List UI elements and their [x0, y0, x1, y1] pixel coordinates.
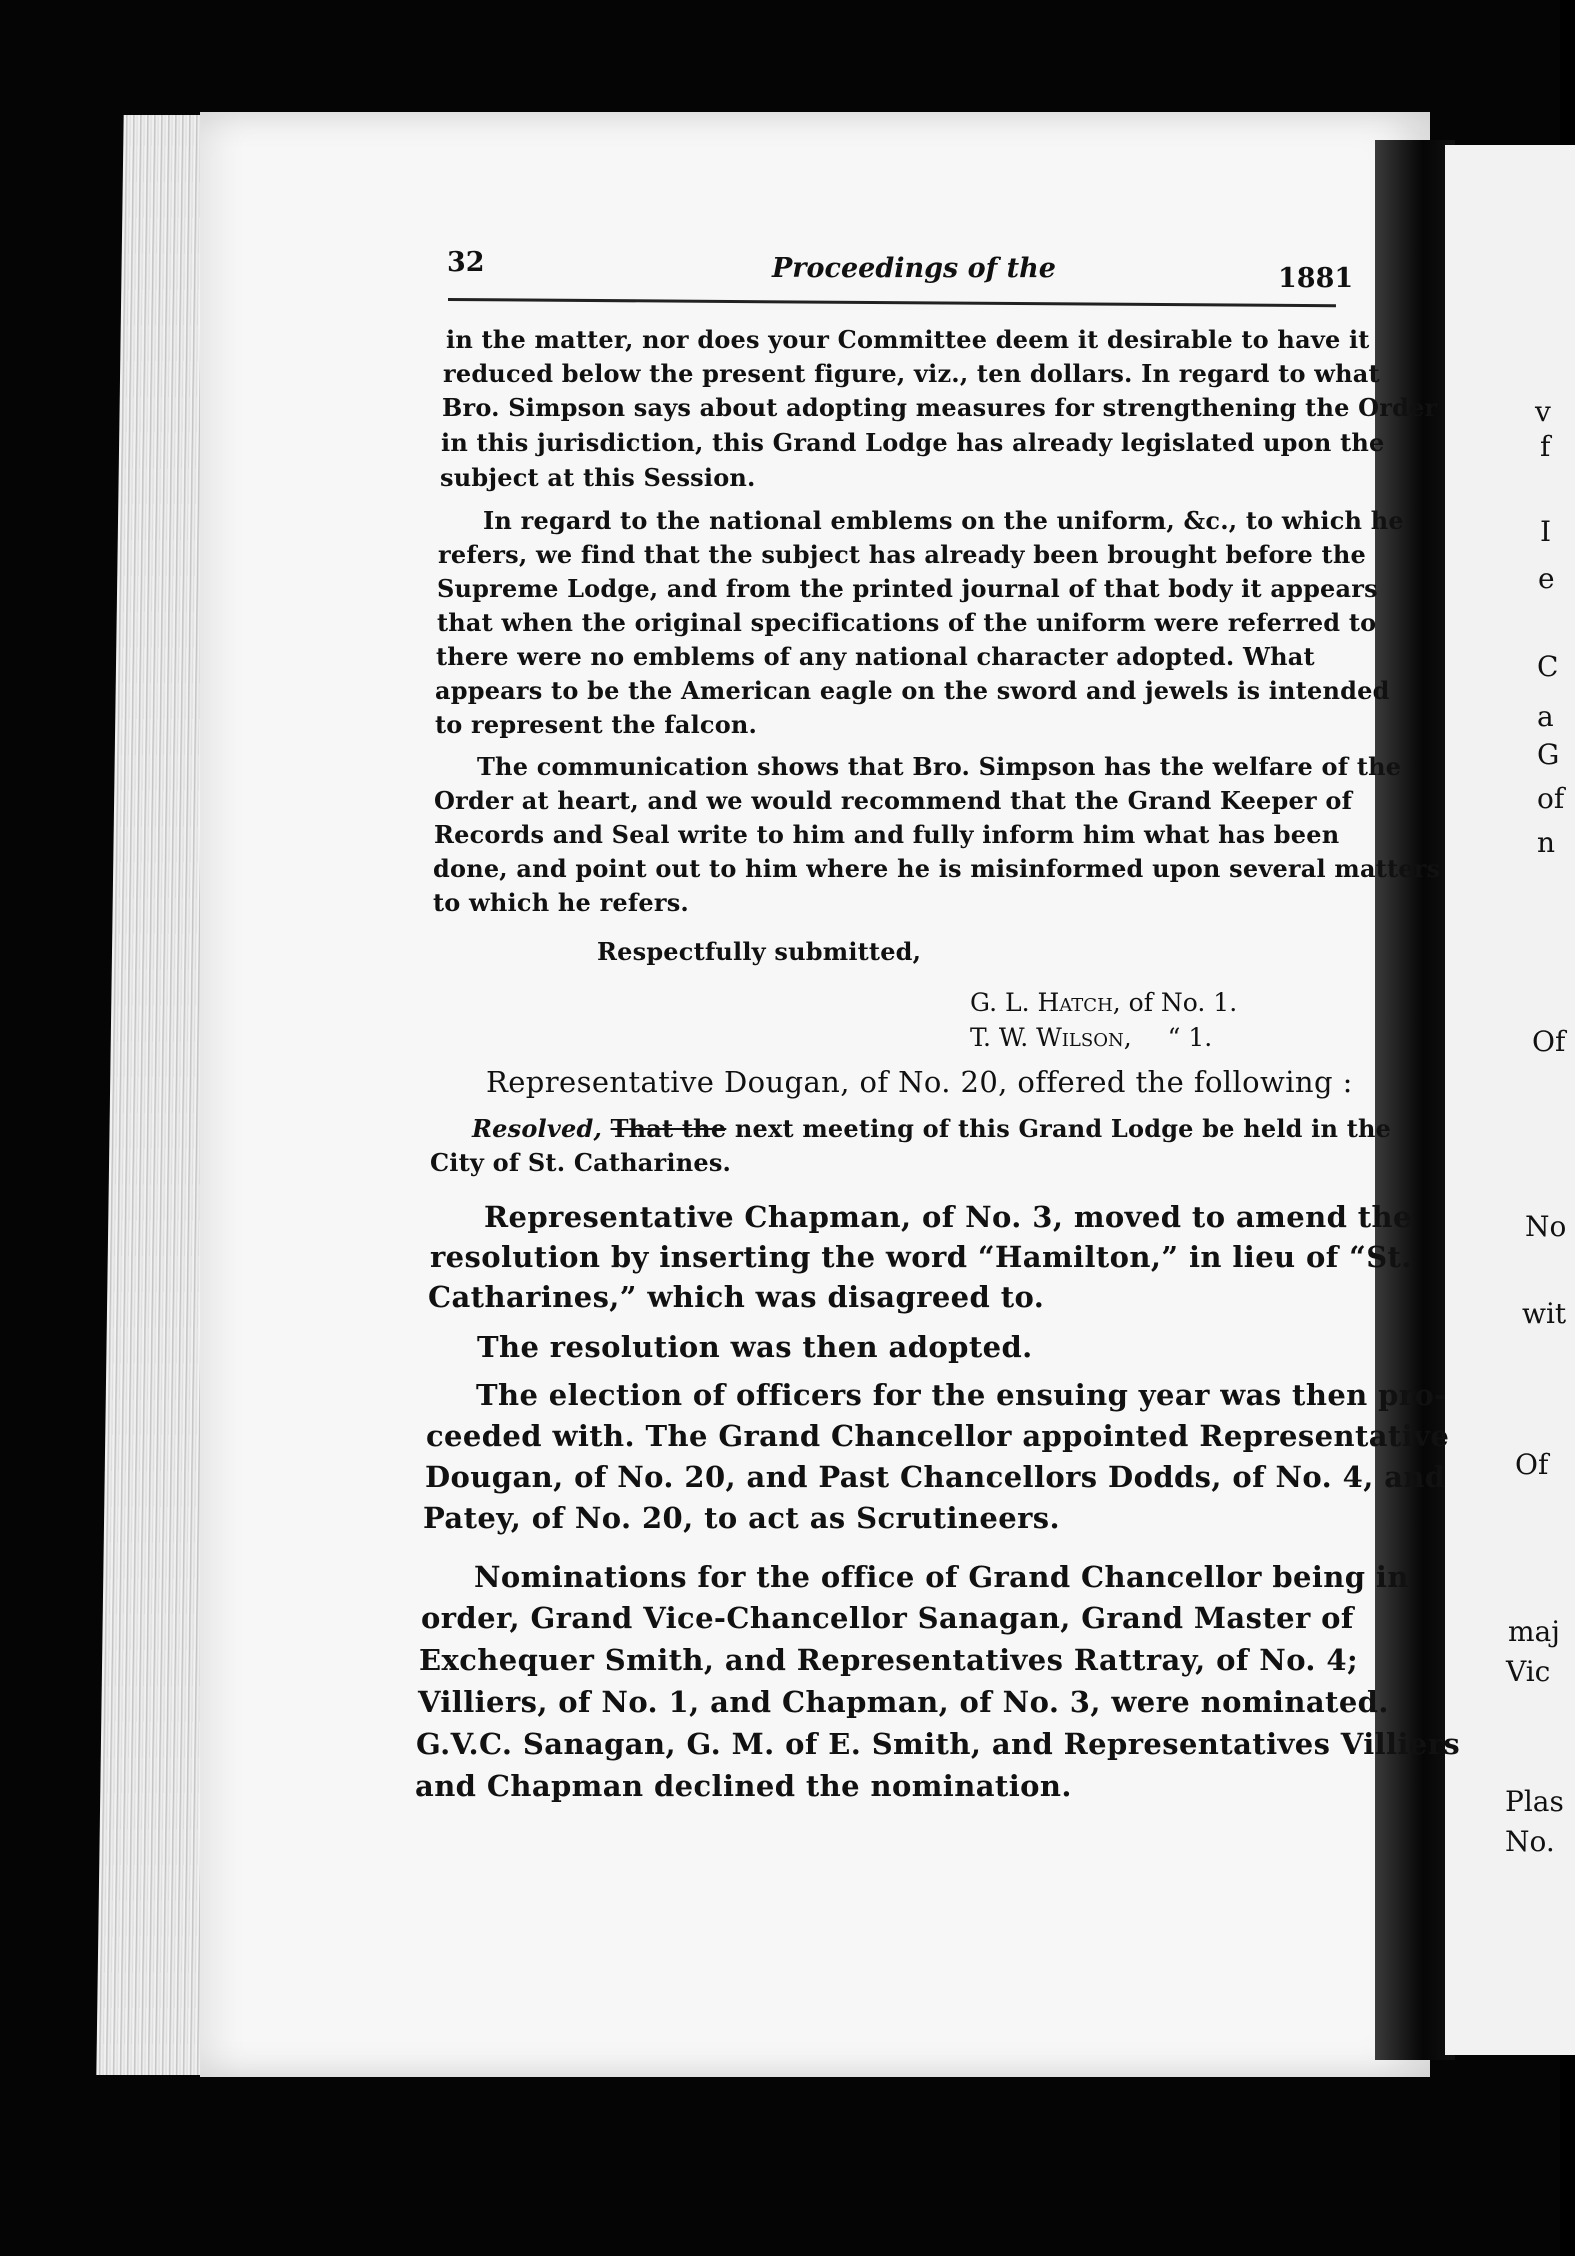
facing-page-fragment: No. — [1505, 1825, 1555, 1858]
book-gutter — [1375, 140, 1455, 2060]
p2-line-6: appears to be the American eagle on the sword and jewels is intended — [435, 676, 1390, 705]
p1-line-5: subject at this Session. — [440, 463, 756, 492]
p2-line-7: to represent the falcon. — [435, 710, 758, 739]
p3-line-1: The communication shows that Bro. Simpson has the welfare of the — [477, 752, 1402, 781]
resolved-label: Resolved, — [472, 1114, 603, 1143]
resolution-line-2: City of St. Catharines. — [430, 1148, 732, 1177]
signature-wilson — [970, 1023, 1212, 1052]
p2-line-3: Supreme Lodge, and from the printed journal of that body it appears — [437, 574, 1378, 603]
p3-line-4: done, and point out to him where he is misinformed upon several matters — [433, 854, 1441, 883]
p8-line-4: Villiers, of No. 1, and Chapman, of No. 3, were nominated. — [418, 1685, 1389, 1719]
p1-line-1: in the matter, nor does your Committee deem it desirable to have it — [446, 325, 1370, 354]
p4-dougan-offer: Representative Dougan, of No. 20, offered the following : — [486, 1065, 1353, 1099]
p6-adopted: The resolution was then adopted. — [477, 1330, 1033, 1364]
p2-line-4: that when the original specifications of the uniform were referred to — [437, 608, 1377, 637]
running-year: 1881 — [1278, 263, 1354, 294]
running-title: Proceedings of the — [772, 253, 1056, 284]
facing-page-fragment: f — [1540, 430, 1551, 463]
p7-line-1: The election of officers for the ensuing year was then pro- — [476, 1378, 1447, 1412]
page-number: 32 — [447, 247, 485, 278]
p3-line-2: Order at heart, and we would recommend that the Grand Keeper of — [434, 786, 1353, 815]
p8-line-6: and Chapman declined the nomination. — [415, 1769, 1072, 1803]
facing-page-fragment: v — [1535, 395, 1551, 428]
p8-line-2: order, Grand Vice-Chancellor Sanagan, Grand Master of — [421, 1601, 1354, 1635]
p2-line-2: refers, we find that the subject has already been brought before the — [438, 540, 1366, 569]
facing-page-fragment: Of — [1515, 1448, 1549, 1481]
facing-page-fragment: maj — [1508, 1615, 1560, 1648]
facing-page-fragment: a — [1537, 700, 1554, 733]
signature-hatch — [970, 988, 1237, 1017]
closing-line: Respectfully submitted, — [597, 937, 922, 966]
signature-name: T. W. Wilson, — [970, 1023, 1132, 1052]
p8-line-5: G.V.C. Sanagan, G. M. of E. Smith, and Representatives Villiers — [416, 1727, 1461, 1761]
facing-page-fragment: G — [1537, 738, 1560, 771]
p3-line-3: Records and Seal write to him and fully inform him what has been — [434, 820, 1340, 849]
p8-line-1: Nominations for the office of Grand Chancellor being in — [474, 1560, 1409, 1594]
facing-page-fragment: Plas — [1505, 1785, 1564, 1818]
facing-page-fragment: wit — [1522, 1297, 1567, 1330]
facing-page-fragment: n — [1537, 826, 1556, 859]
facing-page-fragment: Vic — [1506, 1655, 1551, 1688]
signature-lodge: “ 1. — [1167, 1023, 1213, 1052]
p5-line-2: resolution by inserting the word “Hamilton,” in lieu of “St. — [430, 1240, 1412, 1274]
resolved-text: next meeting of this Grand Lodge be held in the — [734, 1114, 1392, 1143]
facing-page — [1445, 145, 1575, 2055]
p8-line-3: Exchequer Smith, and Representatives Rattray, of No. 4; — [419, 1643, 1359, 1677]
struck-text: That the — [610, 1114, 727, 1143]
p7-line-2: ceeded with. The Grand Chancellor appointed Representative — [426, 1419, 1450, 1453]
facing-page-fragment: I — [1540, 515, 1552, 548]
p2-line-5: there were no emblems of any national character adopted. What — [436, 642, 1315, 671]
p1-line-3: Bro. Simpson says about adopting measures for strengthening the Order — [442, 393, 1438, 422]
p7-line-3: Dougan, of No. 20, and Past Chancellors Dodds, of No. 4, and — [425, 1460, 1446, 1494]
facing-page-fragment: of — [1537, 782, 1565, 815]
signature-name: G. L. Hatch, — [970, 988, 1121, 1017]
p1-line-4: in this jurisdiction, this Grand Lodge has already legislated upon the — [441, 428, 1385, 457]
facing-page-fragment: Of — [1532, 1025, 1566, 1058]
p5-line-3: Catharines,” which was disagreed to. — [428, 1280, 1045, 1314]
facing-page-fragment: e — [1538, 562, 1555, 595]
resolution-line-1 — [472, 1114, 1391, 1143]
p7-line-4: Patey, of No. 20, to act as Scrutineers. — [423, 1501, 1060, 1535]
p3-line-5: to which he refers. — [433, 888, 689, 917]
facing-page-fragment: No — [1525, 1210, 1567, 1243]
facing-page-fragment: C — [1537, 650, 1559, 683]
p2-line-1: In regard to the national emblems on the uniform, &c., to which he — [483, 506, 1404, 535]
p5-line-1: Representative Chapman, of No. 3, moved to amend the — [484, 1200, 1412, 1234]
p1-line-2: reduced below the present figure, viz., ten dollars. In regard to what — [443, 359, 1380, 388]
signature-lodge: of No. 1. — [1128, 988, 1238, 1017]
